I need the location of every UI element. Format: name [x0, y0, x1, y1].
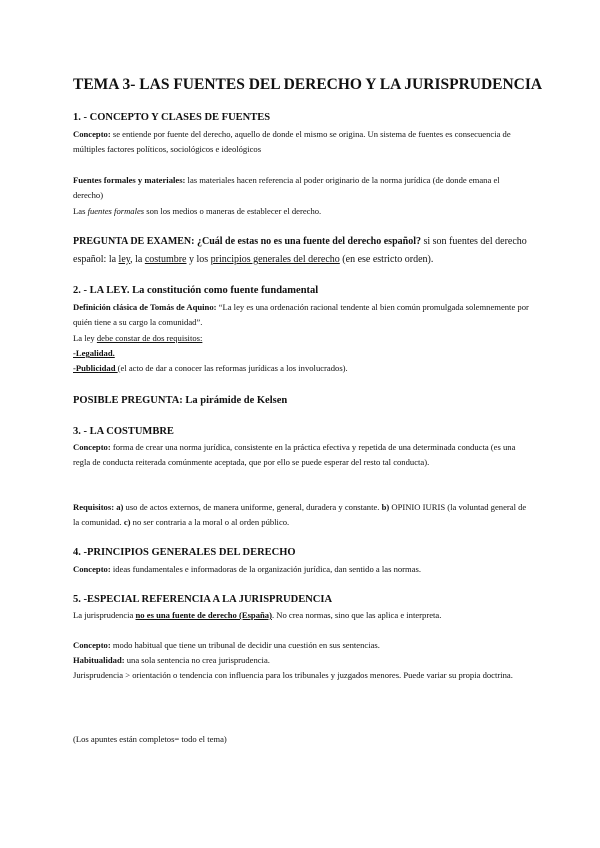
formales2-prefix: Las	[73, 206, 88, 216]
document-title: TEMA 3- LAS FUENTES DEL DERECHO Y LA JURISPRUDENCIA	[73, 76, 543, 93]
req-c-text: no ser contraria a la moral o al orden público.	[130, 517, 290, 528]
section-2-definicion	[73, 300, 529, 330]
section-5-intro	[73, 608, 529, 623]
section-2-requisitos	[73, 331, 529, 377]
section-4-heading: 4. -PRINCIPIOS GENERALES DEL DERECHO	[73, 547, 296, 558]
legalidad: -Legalidad.	[73, 348, 115, 359]
requisitos-prefix: La ley	[73, 333, 97, 343]
jurisprudencia-text: Jurisprudencia > orientación o tendencia con influencia para los tribunales y juzgados menores. Puede variar su propia doctrina.	[73, 670, 513, 681]
footer-note: (Los apuntes están completos= todo el tema)	[73, 734, 227, 744]
juris-concepto-text: modo habitual que tiene un tribunal de decidir una cuestión en sus sentencias.	[110, 640, 380, 650]
juris-concepto-label: Concepto:	[73, 640, 111, 650]
section-3-concepto	[73, 440, 529, 470]
formales-label: Fuentes formales y materiales:	[73, 175, 186, 185]
formales-text: las materiales hacen referencia al poder originario de la norma jurídica (de donde emana el derecho)	[73, 175, 500, 201]
costumbre-concepto-label: Concepto:	[73, 442, 111, 452]
costumbre-req-label: Requisitos:	[73, 502, 115, 512]
publicidad-line	[73, 361, 529, 376]
principios-concepto-label: Concepto:	[73, 564, 111, 574]
habitualidad-text: una sola sentencia no crea jurisprudencia.	[124, 655, 270, 666]
section-1-formales	[73, 173, 529, 203]
section-3-requisitos	[73, 500, 529, 530]
publicidad-text: (el acto de dar a conocer las reformas jurídicas a los involucrados).	[117, 363, 348, 374]
formales2-suffix: son los medios o maneras de establecer el derecho.	[144, 206, 322, 216]
exam-sep-1: , la	[130, 254, 145, 265]
req-a-text: uso de actos externos, de manera uniforme, general, duradera y constante.	[123, 502, 380, 512]
exam-ley: ley	[118, 254, 131, 265]
req-c: c)	[121, 517, 131, 528]
section-2-heading: 2. - LA LEY. La constitución como fuente fundamental	[73, 285, 319, 296]
exam-sep-2: y los	[186, 254, 211, 265]
exam-principios: principios generales del derecho	[210, 254, 340, 265]
concepto-label: Concepto:	[73, 129, 111, 139]
concepto-text: se entiende por fuente del derecho, aquello de donde el mismo se origina. Un sistema de fuentes es consecuencia de múltiples factores políticos, sociológicos e ideológicos	[73, 129, 511, 155]
req-b-text: OPINIO IURIS (la voluntad general de la comunidad.	[73, 502, 527, 528]
habitualidad-label: Habitualidad:	[73, 655, 125, 666]
posible-pregunta: POSIBLE PREGUNTA: La pirámide de Kelsen	[73, 395, 288, 406]
exam-question	[73, 233, 533, 269]
definicion-label: Definición clásica de Tomás de Aquino:	[73, 302, 217, 312]
section-3-heading: 3. - LA COSTUMBRE	[73, 426, 174, 437]
juris-concepto-line	[73, 638, 529, 653]
formales2-italic: fuentes formales	[87, 206, 145, 216]
section-5-heading: 5. -ESPECIAL REFERENCIA A LA JURISPRUDENCIA	[73, 594, 333, 605]
juris-intro-prefix: La jurisprudencia	[73, 610, 136, 620]
exam-costumbre: costumbre	[144, 254, 187, 265]
section-5-details	[73, 638, 529, 684]
principios-concepto-text: ideas fundamentales e informadoras de la organización jurídica, dan sentido a las normas.	[110, 564, 422, 574]
costumbre-concepto-text: forma de crear una norma jurídica, consistente en la práctica efectiva y repetida de una determinada conducta (es una regla de conducta reiterada comúnmente aceptada, que por ello se puede esperar del resto tal conducta).	[73, 442, 516, 468]
juris-intro-suffix: . No crea normas, sino que las aplica e interpreta.	[271, 610, 442, 620]
req-a: a)	[114, 502, 124, 512]
publicidad: -Publicidad	[73, 363, 118, 374]
definicion-text: “La ley es una ordenación racional tendente al bien común promulgada solemnemente por quién tiene a su cargo la comunidad”.	[73, 302, 529, 328]
section-1-heading: 1. - CONCEPTO Y CLASES DE FUENTES	[73, 112, 271, 123]
section-1-concepto	[73, 127, 529, 157]
exam-text: si son fuentes del derecho español: la	[73, 236, 527, 265]
habitualidad-line	[73, 653, 529, 668]
juris-intro-bold: no es una fuente de derecho (España)	[135, 610, 272, 620]
requisitos-line	[73, 331, 529, 346]
exam-text-end: (en ese estricto orden).	[339, 254, 434, 265]
section-4-concepto	[73, 562, 529, 577]
req-b: b)	[379, 502, 390, 512]
requisitos-underlined: debe constar de dos requisitos:	[96, 333, 203, 343]
section-1-formales-2	[73, 204, 529, 219]
exam-label: PREGUNTA DE EXAMEN: ¿Cuál de estas no es una fuente del derecho español?	[73, 236, 421, 247]
